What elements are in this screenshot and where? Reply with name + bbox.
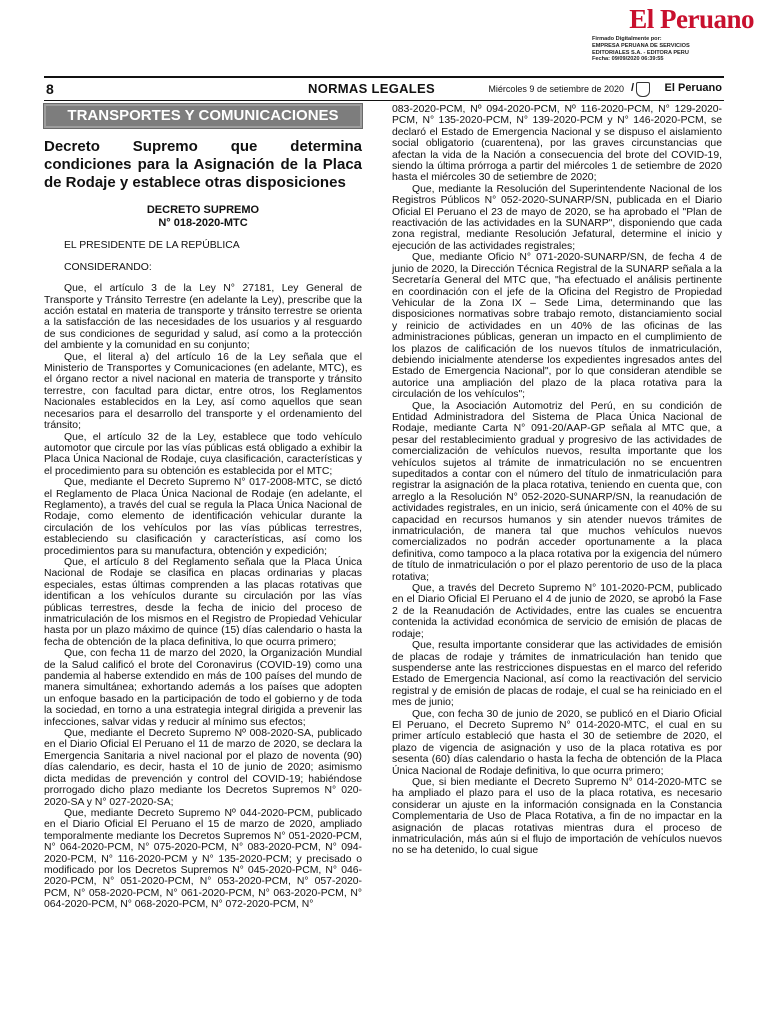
right-paragraphs bbox=[392, 104, 722, 857]
signature-line: EMPRESA PERUANA DE SERVICIOS bbox=[592, 42, 690, 49]
paragraph: 083-2020-PCM, Nº 094-2020-PCM, Nº 116-2020-PCM, N° 129-2020-PCM, N° 135-2020-PCM, N° 139-2020-PCM y N° 146-2020-PCM, se declaró el Estado de Emergencia Nacional y se dispuso el aislamiento social obligatorio (cuarentena), por las graves circunstancias que afectan la vida de la Nación a consecuencia del brote del COVID-19, siendo la última prórroga a partir del miércoles 1 de setiembre de 2020 hasta el miércoles 30 de setiembre de 2020; bbox=[392, 104, 722, 184]
coat-of-arms-icon bbox=[636, 82, 650, 97]
paragraph: Que, la Asociación Automotriz del Perú, en su condición de Entidad Administradora del Sistema de Placa Única Nacional de Rodaje, mediante Carta N° 091-20/AAP-GP señala al MTC que, a pesar del restablecimiento gradual y progresivo de las actividades de comercialización de vehículos nuevos, resulta importante que los vehículos sujetos al trámite de inmatriculación no se encuentren supeditados a contar con el número del título de inmatriculación para registrar la asignación de la placa rotativa, teniendo en cuenta que, con arreglo a la Resolución N° 052-2020-SUNARP/SN, la reanudación de actividades registrales, en un inicio, será únicamente con el 40% de su capacidad en recursos humanos y sin atender nuevos trámites de inmatriculación, de manera tal que muchos vehículos nuevos comercializados no podrán acceder oportunamente a la placa definitiva, como tampoco a la placa rotativa por la exigencia del número de título de inmatriculación o por el plazo perentorio de uso de la placa rotativa; bbox=[392, 400, 722, 583]
paragraph: Que, mediante el Decreto Supremo Nº 008-2020-SA, publicado en el Diario Oficial El Peruano el 11 de marzo de 2020, se declara la Emergencia Sanitaria a nivel nacional por el plazo de noventa (90) días calendario, es decir, hasta el 10 de junio de 2020; asimismo dicta medidas de prevención y control del COVID-19; habiéndose prorrogado dicho plazo mediante los Decretos Supremos N° 020-2020-SA y N° 027-2020-SA; bbox=[44, 728, 362, 808]
paragraph: Que, mediante Oficio N° 071-2020-SUNARP/SN, de fecha 4 de junio de 2020, la Dirección Técnica Registral de la SUNARP señala a la Secretaría General del MTC que, "ha efectuado el análisis pertinente en coordinación con el jefe de la Oficina del Registro de Propiedad Vehicular de la Zona IX – Sede Lima, determinando que las disposiciones normativas sobre trabajo remoto, distanciamiento social y reinicio de actividades en un 40% de las oficinas de las administraciones públicas, generan un impacto en el cumplimiento de los plazos de calificación de los nuevos títulos de inmatriculación, debiendo inicialmente atenderse los expedientes ingresados antes del Estado de Emergencia Nacional", por lo que consideran atendible se autorice una ampliación del plazo de la placa rotativa para la circulación de los vehículos"; bbox=[392, 252, 722, 401]
page-number: 8 bbox=[46, 81, 54, 97]
paragraph: Que, con fecha 30 de junio de 2020, se publicó en el Diario Oficial El Peruano, el Decreto Supremo N° 014-2020-MTC, el cual en su primer artículo estableció que hasta el 30 de setiembre de 2020, el plazo de vigencia de asignación y uso de la placa rotativa es por sesenta (60) días calendario o hasta la fecha de obtención de la Placa Única Nacional de Rodaje definitiva, lo que ocurra primero; bbox=[392, 708, 722, 777]
paragraph: Que, resulta importante considerar que las actividades de emisión de placas de rodaje y trámites de inmatriculación han tenido que suspenderse ante las restricciones dispuestas en el marco del referido Estado de Emergencia Nacional, así como la reactivación del servicio registral y de emisión de placas de rodaje, el cual se ha reiniciado en el mes de junio; bbox=[392, 640, 722, 709]
section-title: NORMAS LEGALES bbox=[308, 81, 435, 96]
signature-line: EDITORIALES S.A. - EDITORA PERU bbox=[592, 49, 689, 56]
issue-date: Miércoles 9 de setiembre de 2020 bbox=[488, 84, 624, 94]
header-separator: / bbox=[630, 82, 634, 94]
signature-line: Firmado Digitalmente por: bbox=[592, 36, 662, 42]
paragraph: Que, el artículo 3 de la Ley N° 27181, Ley General de Transporte y Tránsito Terrestre (en adelante la Ley), prescribe que la acción estatal en materia de transporte y tránsito terrestre se orienta a la satisfacción de las necesidades de los usuarios y al resguardo de sus condiciones de seguridad y salud, así como a la protección del ambiente y la comunidad en su conjunto; bbox=[44, 283, 362, 352]
header-paper-name: El Peruano bbox=[664, 82, 722, 94]
president-line: EL PRESIDENTE DE LA REPÚBLICA bbox=[64, 240, 240, 252]
left-paragraphs bbox=[44, 283, 362, 910]
newspaper-logo: El Peruano bbox=[629, 4, 754, 34]
paragraph: Que, a través del Decreto Supremo N° 101-2020-PCM, publicado en el Diario Oficial El Peruano el 4 de junio de 2020, se aprobó la Fase 2 de la Reanudación de Actividades, entre las cuales se encuentra contenida la actividad económica de servicio de emisión de placas de rodaje; bbox=[392, 583, 722, 640]
considerando-heading: CONSIDERANDO: bbox=[64, 261, 152, 273]
left-column bbox=[44, 104, 362, 911]
paragraph: Que, mediante el Decreto Supremo N° 017-2008-MTC, se dictó el Reglamento de Placa Única Nacional de Rodaje (en adelante, el Reglamento), a través del cual se regula la Placa Única Nacional de Rodaje, como elemento de identificación vehicular durante la circulación de los vehículos por las vías públicas terrestres, estableciendo su clasificación y características, así como los procedimientos para su manufactura, obtención y expedición; bbox=[44, 477, 362, 557]
paragraph: Que, si bien mediante el Decreto Supremo N° 014-2020-MTC se ha ampliado el plazo para el uso de la placa rotativa, es necesario considerar un ajuste en la información consignada en la Constancia Complementaria de Uso de Placa Rotativa, a fin de no impactar en la asignación de placas rotativas mientras dura el proceso de inmatriculación, más aún si el flujo de importación de vehículos nuevos no se ha detenido, lo cual sigue bbox=[392, 776, 722, 857]
paragraph: Que, mediante Decreto Supremo Nº 044-2020-PCM, publicado en el Diario Oficial El Peruano el 15 de marzo de 2020, ampliado temporalmente mediante los Decretos Supremos N° 051-2020-PCM, N° 064-2020-PCM, N° 075-2020-PCM, N° 083-2020-PCM, N° 094-2020-PCM, N° 116-2020-PCM y N° 135-2020-PCM; y precisado o modificado por los Decretos Supremos N° 045-2020-PCM, N° 046-2020-PCM, N° 051-2020-PCM, N° 053-2020-PCM, N° 057-2020-PCM, N° 058-2020-PCM, N° 061-2020-PCM, N° 063-2020-PCM, N° 064-2020-PCM, N° 068-2020-PCM, N° 072-2020-PCM, N° bbox=[44, 807, 362, 911]
paragraph: Que, el artículo 32 de la Ley, establece que todo vehículo automotor que circule por las vías públicas está obligado a exhibir la Placa Única Nacional de Rodaje, cuya clasificación, características y el procedimiento para su obtención es establecida por el MTC; bbox=[44, 431, 362, 477]
paragraph: Que, el literal a) del artículo 16 de la Ley señala que el Ministerio de Transportes y Comunicaciones (en adelante, MTC), es el órgano rector a nivel nacional en materia de transporte y tránsito terrestre, con facultad para dictar, entre otros, los Reglamentos Nacionales establecidos en la Ley, así como aquellos que sean necesarios para el desarrollo del transporte y el ordenamiento del tránsito; bbox=[44, 351, 362, 432]
signature-line: Fecha: 09/09/2020 06:39:55 bbox=[592, 56, 664, 63]
decree-title: Decreto Supremo que determina condiciones para la Asignación de la Placa de Rodaje y establece otras disposiciones bbox=[44, 138, 362, 192]
masthead bbox=[508, 0, 768, 70]
digital-signature-block bbox=[592, 36, 762, 63]
paragraph: Que, el artículo 8 del Reglamento señala que la Placa Única Nacional de Rodaje se clasifica en placas ordinarias y placas especiales, estas últimas comprenden a las placas rotativas que identifican a los vehículos durante su circulación por las vías públicas terrestres, desde la fecha de inicio del proceso de inmatriculación de los mismos en el Registro de Propiedad Vehicular hasta por un plazo máximo de quince (15) días calendario o hasta la fecha de obtención de la placa definitiva, lo que ocurra primero; bbox=[44, 556, 362, 648]
paragraph: Que, mediante la Resolución del Superintendente Nacional de los Registros Públicos N° 052-2020-SUNARP/SN, publicada en el Diario Oficial El Peruano el 23 de mayo de 2020, se ha aprobado el "Plan de reactivación de las actividades en la SUNARP", disponiendo que cada zona registral, mediante Resolución Jefatural, determine el inicio y ejecución de las actividades registrales; bbox=[392, 183, 722, 252]
decree-number-line: DECRETO SUPREMO bbox=[146, 204, 260, 217]
decree-number-line: N° 018-2020-MTC bbox=[158, 217, 248, 230]
paragraph: Que, con fecha 11 de marzo del 2020, la Organización Mundial de la Salud calificó el brote del Coronavirus (COVID-19) como una pandemia al haberse extendido en más de 100 países del mundo de manera simultánea; exhortando además a los países que adopten un enfoque basado en la participación de todo el gobierno y de toda la sociedad, en torno a una estrategia integral dirigida a prevenir las infecciones, salvar vidas y reducir al mínimo sus efectos; bbox=[44, 648, 362, 728]
decree-number bbox=[44, 204, 362, 230]
page-header bbox=[44, 76, 724, 101]
right-column bbox=[392, 104, 722, 857]
sector-banner: TRANSPORTES Y COMUNICACIONES bbox=[44, 104, 362, 128]
